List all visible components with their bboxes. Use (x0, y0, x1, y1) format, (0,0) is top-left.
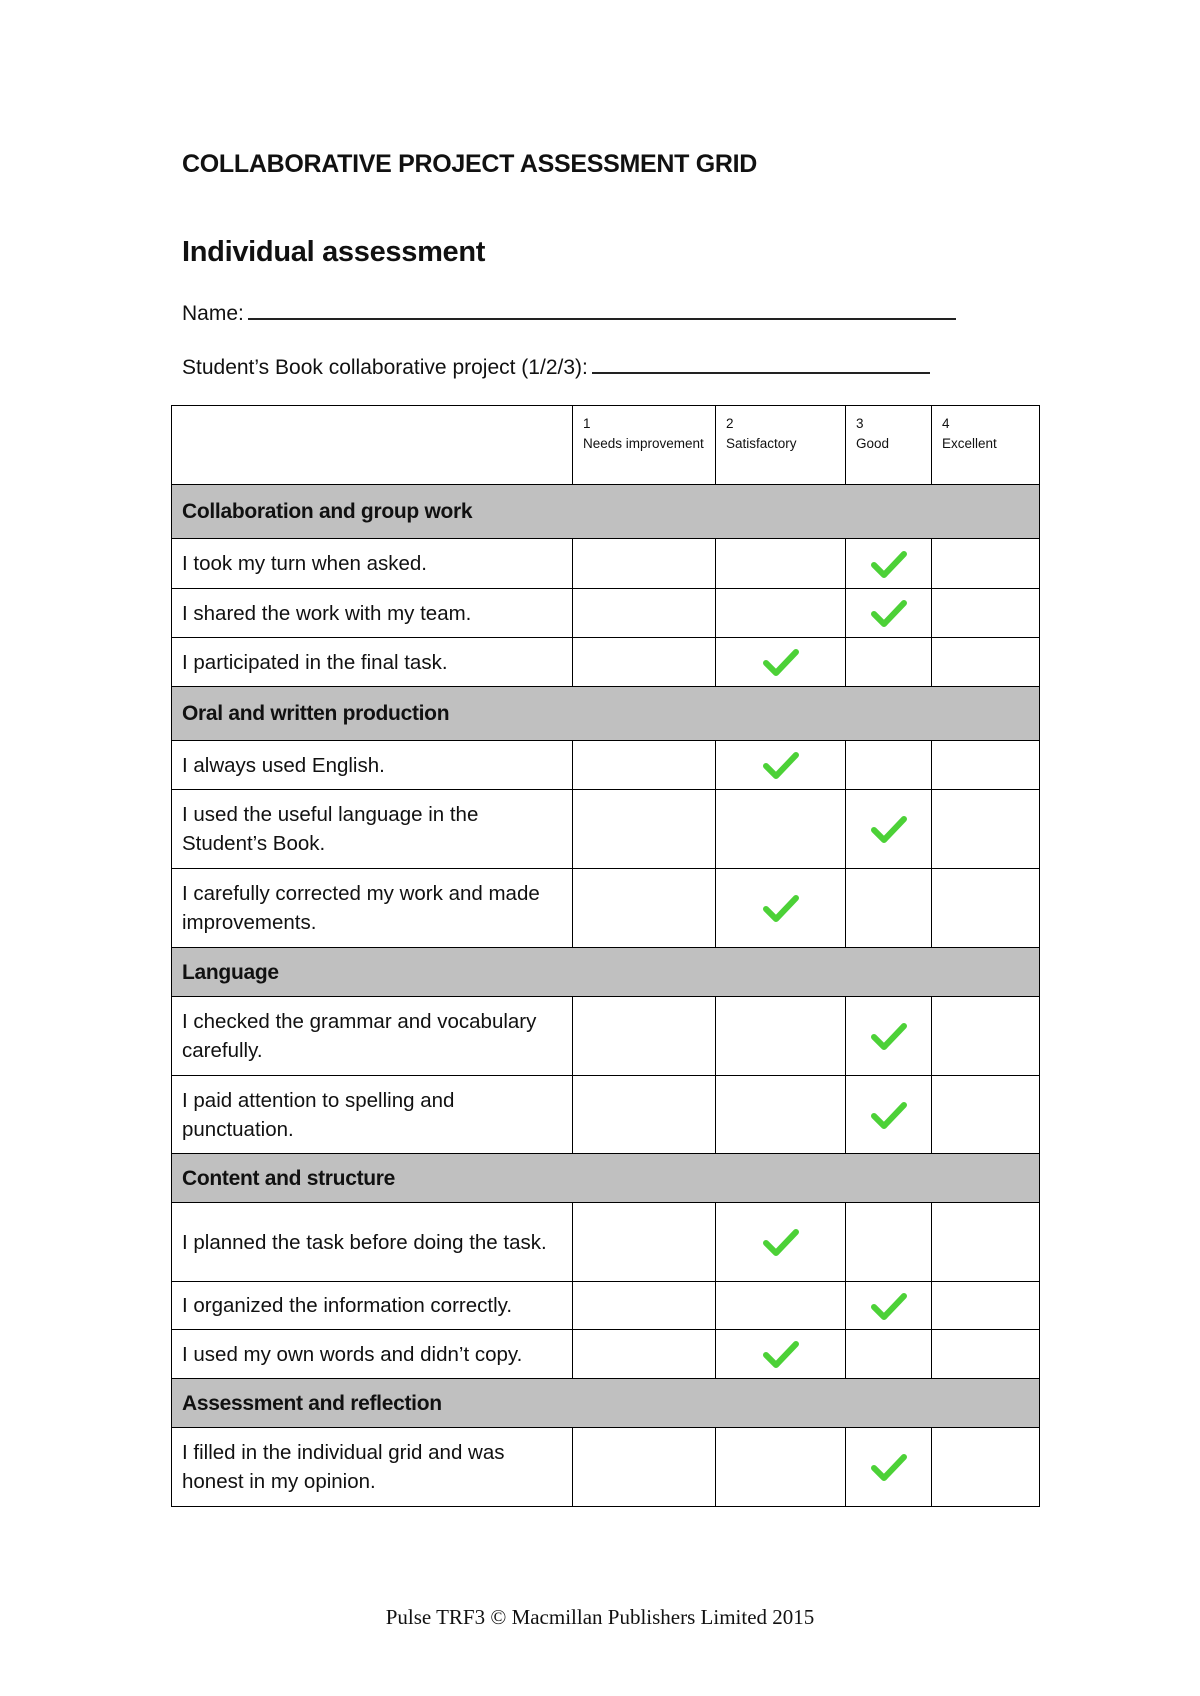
rating-cell-4[interactable] (932, 1282, 1040, 1330)
criterion-row (172, 790, 1040, 869)
rating-cell-3[interactable] (846, 589, 932, 638)
grid-header-row (172, 406, 1040, 485)
section-header-row (172, 1154, 1040, 1203)
page-title: COLLABORATIVE PROJECT ASSESSMENT GRID (182, 150, 758, 178)
rating-cell-3[interactable] (846, 741, 932, 790)
rating-cell-2[interactable] (716, 1428, 846, 1507)
section-title: Content and structure (172, 1154, 1040, 1203)
rating-cell-1[interactable] (573, 741, 716, 790)
rating-cell-4[interactable] (932, 1203, 1040, 1282)
criterion-text: I carefully corrected my work and made improvements. (172, 869, 573, 948)
rating-cell-1[interactable] (573, 997, 716, 1076)
section-header-row (172, 1379, 1040, 1428)
rating-cell-1[interactable] (573, 869, 716, 948)
checkmark-icon (869, 548, 909, 580)
criterion-text: I used the useful language in the Student’s Book. (172, 790, 573, 869)
section-header-row (172, 948, 1040, 997)
checkmark-icon (869, 597, 909, 629)
criterion-row (172, 638, 1040, 687)
header-blank-cell (172, 406, 573, 485)
rating-cell-3[interactable] (846, 1076, 932, 1154)
rating-cell-1[interactable] (573, 1330, 716, 1379)
section-header-row (172, 485, 1040, 539)
checkmark-icon (761, 1338, 801, 1370)
rating-cell-4[interactable] (932, 1428, 1040, 1507)
checkmark-icon (761, 1226, 801, 1258)
criterion-text: I checked the grammar and vocabulary carefully. (172, 997, 573, 1076)
rating-cell-1[interactable] (573, 790, 716, 869)
section-header-row (172, 687, 1040, 741)
rating-cell-4[interactable] (932, 1330, 1040, 1379)
name-field (182, 300, 956, 326)
criterion-text: I took my turn when asked. (172, 539, 573, 589)
column-label: Needs improvement (583, 436, 704, 451)
rating-cell-4[interactable] (932, 741, 1040, 790)
checkmark-icon (869, 813, 909, 845)
checkmark-icon (761, 749, 801, 781)
page-footer: Pulse TRF3 © Macmillan Publishers Limited 2015 (385, 1605, 815, 1629)
criterion-row (172, 1076, 1040, 1154)
name-label: Name: (182, 302, 244, 325)
criterion-row (172, 1203, 1040, 1282)
column-number: 4 (942, 416, 950, 431)
column-header-3 (846, 406, 932, 485)
rating-cell-1[interactable] (573, 1428, 716, 1507)
checkmark-icon (869, 1451, 909, 1483)
criterion-row (172, 1428, 1040, 1507)
rating-cell-2[interactable] (716, 539, 846, 589)
rating-cell-4[interactable] (932, 638, 1040, 687)
name-blank-line[interactable] (248, 300, 956, 320)
criterion-text: I used my own words and didn’t copy. (172, 1330, 573, 1379)
criterion-text: I participated in the final task. (172, 638, 573, 687)
project-field (182, 354, 930, 380)
rating-cell-3[interactable] (846, 869, 932, 948)
column-label: Satisfactory (726, 436, 797, 451)
rating-cell-4[interactable] (932, 790, 1040, 869)
rating-cell-1[interactable] (573, 1282, 716, 1330)
rating-cell-1[interactable] (573, 1076, 716, 1154)
rating-cell-2[interactable] (716, 1282, 846, 1330)
rating-cell-2[interactable] (716, 1203, 846, 1282)
criterion-text: I paid attention to spelling and punctuation. (172, 1076, 573, 1154)
checkmark-icon (869, 1099, 909, 1131)
rating-cell-2[interactable] (716, 589, 846, 638)
criterion-row (172, 1282, 1040, 1330)
rating-cell-4[interactable] (932, 869, 1040, 948)
rating-cell-1[interactable] (573, 539, 716, 589)
criterion-row (172, 869, 1040, 948)
column-label: Good (856, 436, 890, 451)
section-title: Language (172, 948, 1040, 997)
rating-cell-4[interactable] (932, 1076, 1040, 1154)
criterion-text: I filled in the individual grid and was honest in my opinion. (172, 1428, 573, 1507)
section-title: Collaboration and group work (172, 485, 1040, 539)
criterion-text: I planned the task before doing the task. (172, 1203, 573, 1282)
checkmark-icon (869, 1290, 909, 1322)
rating-cell-2[interactable] (716, 997, 846, 1076)
section-title: Oral and written production (172, 687, 1040, 741)
rating-cell-3[interactable] (846, 638, 932, 687)
rating-cell-2[interactable] (716, 1076, 846, 1154)
rating-cell-3[interactable] (846, 1330, 932, 1379)
rating-cell-3[interactable] (846, 997, 932, 1076)
rating-cell-4[interactable] (932, 589, 1040, 638)
criterion-row (172, 997, 1040, 1076)
rating-cell-3[interactable] (846, 1282, 932, 1330)
rating-cell-1[interactable] (573, 1203, 716, 1282)
project-label: Student’s Book collaborative project (1/2/3): (182, 356, 588, 379)
checkmark-icon (761, 892, 801, 924)
criterion-text: I shared the work with my team. (172, 589, 573, 638)
project-blank-line[interactable] (592, 354, 930, 374)
column-header-4 (932, 406, 1040, 485)
checkmark-icon (869, 1020, 909, 1052)
rating-cell-2[interactable] (716, 790, 846, 869)
rating-cell-2[interactable] (716, 741, 846, 790)
rating-cell-1[interactable] (573, 589, 716, 638)
section-title: Assessment and reflection (172, 1379, 1040, 1428)
rating-cell-2[interactable] (716, 638, 846, 687)
checkmark-icon (761, 646, 801, 678)
criterion-row (172, 741, 1040, 790)
rating-cell-3[interactable] (846, 1428, 932, 1507)
rating-cell-4[interactable] (932, 539, 1040, 589)
column-number: 2 (726, 416, 734, 431)
rating-cell-3[interactable] (846, 1203, 932, 1282)
rating-cell-3[interactable] (846, 539, 932, 589)
rating-cell-3[interactable] (846, 790, 932, 869)
criterion-row (172, 589, 1040, 638)
criterion-row (172, 539, 1040, 589)
column-number: 1 (583, 416, 591, 431)
criterion-text: I organized the information correctly. (172, 1282, 573, 1330)
rating-cell-2[interactable] (716, 1330, 846, 1379)
column-number: 3 (856, 416, 864, 431)
rating-cell-1[interactable] (573, 638, 716, 687)
column-header-1 (573, 406, 716, 485)
column-label: Excellent (942, 436, 997, 451)
column-header-2 (716, 406, 846, 485)
section-subtitle: Individual assessment (182, 236, 486, 268)
rating-cell-2[interactable] (716, 869, 846, 948)
rating-cell-4[interactable] (932, 997, 1040, 1076)
criterion-text: I always used English. (172, 741, 573, 790)
assessment-grid (171, 405, 1040, 1507)
criterion-row (172, 1330, 1040, 1379)
